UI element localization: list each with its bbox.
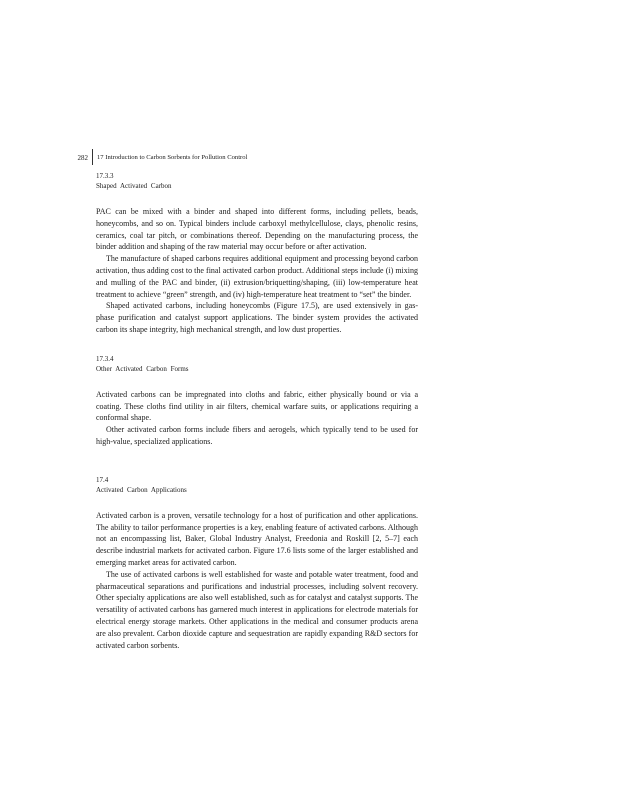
- section-shaped-activated-carbon: [96, 171, 418, 336]
- paragraph: Other activated carbon forms include fibers and aerogels, which typically tend to be used for high-value, specialized applications.: [96, 425, 418, 446]
- section-number: 17.3.4: [96, 354, 114, 363]
- section-number: 17.4: [96, 475, 109, 484]
- running-head: [74, 151, 524, 165]
- paragraph: Activated carbon is a proven, versatile technology for a host of purification and other applications. The ability to tailor performance properties is a key, enabling feature of activated carbons. Although not an encompassing list, Baker, Global Industry Analyst, Freedonia and Roskill [2, 5–7] each describe industrial markets for activated carbon. Figure 17.6 lists some of the larger established and emerging market areas for activated carbon.: [96, 510, 418, 567]
- section-title: Other Activated Carbon Forms: [96, 364, 189, 373]
- running-head-divider: [92, 149, 93, 165]
- paragraph: The manufacture of shaped carbons requires additional equipment and processing beyond carbon activation, thus adding cost to the final activated carbon product. Additional steps include (i) mixing and mulling of the PAC and binder, (ii) extrusion/briquetting/shaping, (iii) low-temperature heat treatment to achieve “green” strength, and (iv) high-temperature heat treatment to “set” the binder.: [96, 254, 418, 299]
- section-title: Activated Carbon Applications: [96, 485, 187, 494]
- paragraph: Activated carbons can be impregnated into cloths and fabric, either physically bound or via a coating. These cloths find utility in air filters, chemical warfare suits, or applications requiring a conformal shape.: [96, 389, 418, 423]
- paragraph: PAC can be mixed with a binder and shaped into different forms, including pellets, beads, honeycombs, and so on. Typical binders include carboxyl methylcellulose, clays, phenolic resins, ceramics, coal tar pitch, or combinations thereof. Depending on the manufacturing process, the binder addition and shaping of the raw material may occur before or after activation.: [96, 207, 418, 252]
- page-body: [96, 171, 418, 651]
- section-title: Shaped Activated Carbon: [96, 182, 172, 190]
- paragraph: The use of activated carbons is well established for waste and potable water treatment, food and pharmaceutical separations and purifications and industrial processes, including solvent recovery. Other specialty applications are also well established, such as for catalyst and catalyst supports. The versatility of activated carbons has garnered much interest in applications for electrode materials for electrical energy storage markets. Other applications in the medical and consumer products arena are also prevalent. Carbon dioxide capture and sequestration are rapidly expanding R&D sectors for activated carbon sorbents.: [96, 569, 418, 650]
- paragraph: Shaped activated carbons, including honeycombs (Figure 17.5), are used extensively in gas-phase purification and catalyst support applications. The binder system provides the activated carbon its shape integrity, high mechanical strength, and low dust properties.: [96, 301, 418, 334]
- running-head-title: 17 Introduction to Carbon Sorbents for Pollution Control: [97, 154, 248, 161]
- section-activated-carbon-applications: [96, 475, 418, 652]
- section-number: 17.3.3: [96, 172, 114, 180]
- page-number: 282: [77, 154, 88, 162]
- section-other-activated-carbon-forms: [96, 354, 418, 448]
